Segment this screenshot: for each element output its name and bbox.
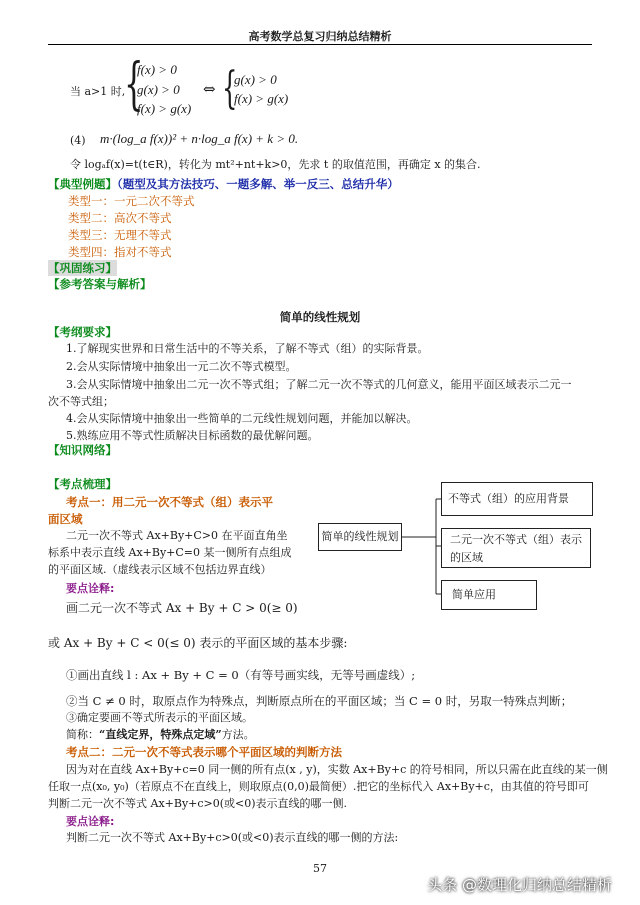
kp1-step-1: ①画出直线 l : Ax + By + C = 0（有等号画实线，无等号画虚线）; — [66, 668, 416, 682]
kp1-draw-text: 画二元一次不等式 Ax + By + C > 0(≥ 0) — [66, 601, 298, 615]
cond-2: g(x) > 0 — [137, 82, 180, 97]
examples-heading-note: （题型及其方法技巧、一题多解、举一反三、总结升华） — [117, 177, 399, 191]
kp1-short-value: “直线定界，特殊点定域” — [99, 728, 222, 741]
answers-heading: 【参考答案与解析】 — [48, 277, 152, 291]
requirement-5: 5.熟练应用不等式性质解决目标函数的最优解问题。 — [66, 429, 319, 442]
kp2-title: 考点二：二元一次不等式表示哪个平面区域的判断方法 — [66, 745, 342, 759]
case-prefix: 当 a>1 时, — [70, 85, 126, 98]
kp1-key-heading: 要点诠释: — [66, 582, 115, 595]
kp2-key-heading: 要点诠释: — [66, 815, 115, 828]
item4-label: (4) — [70, 134, 86, 147]
example-type-4: 类型四：指对不等式 — [68, 245, 172, 259]
result-1: g(x) > 0 — [234, 72, 277, 87]
example-type-2: 类型二：高次不等式 — [68, 211, 172, 225]
item4-formula: m·(log_a f(x))² + n·log_a f(x) + k > 0. — [100, 131, 299, 146]
kp2-last: 判断二元一次不等式 Ax+By+c>0(或<0)表示直线的哪一侧的方法: — [66, 831, 399, 844]
kp2-body-1: 因为对在直线 Ax+By+c=0 同一侧的所有点(x , y)，实数 Ax+By+c 的符号相同，所以只需在此直线的某一侧 — [66, 763, 608, 776]
section-title: 简单的线性规划 — [279, 310, 361, 324]
example-type-1: 类型一：一元二次不等式 — [68, 194, 195, 208]
cond-3: f(x) > g(x) — [137, 101, 192, 116]
kp1-step-3: ③确定要画不等式所表示的平面区域。 — [66, 711, 253, 724]
kp1-short-tail: 方法。 — [221, 728, 255, 741]
kp2-body-2: 任取一点(x₀, y₀)（若原点不在直线上，则取原点(0,0)最简便）.把它的坐标代入 Ax+By+c，由其值的符号即可 — [48, 780, 589, 793]
kp1-title-2: 面区域 — [48, 512, 83, 526]
cond-1: f(x) > 0 — [137, 62, 177, 77]
points-heading: 【考点梳理】 — [48, 477, 117, 491]
diagram-node-region: 二元一次不等式（组）表示的区域 — [441, 528, 591, 568]
requirements-heading: 【考纲要求】 — [48, 325, 117, 339]
kp1-step-2: ②当 C ≠ 0 时，取原点作为特殊点，判断原点所在的平面区域；当 C = 0 时，另取一特殊点判断； — [66, 694, 573, 708]
examples-heading — [48, 176, 399, 192]
diagram-node-background: 不等式（组）的应用背景 — [441, 482, 593, 516]
practice-heading: 【巩固练习】 — [48, 261, 117, 275]
requirement-2: 2.会从实际情境中抽象出一元二次不等式模型。 — [66, 360, 297, 373]
result-2: f(x) > g(x) — [234, 91, 289, 106]
examples-heading-label: 【典型例题】 — [48, 177, 117, 191]
example-type-3: 类型三：无理不等式 — [68, 228, 172, 242]
requirement-1: 1.了解现实世界和日常生活中的不等关系，了解不等式（组）的实际背景。 — [66, 342, 429, 355]
kp1-body-1: 二元一次不等式 Ax+By+C>0 在平面直角坐 — [66, 529, 288, 542]
kp1-short — [66, 727, 255, 743]
watermark: 头条 @数理化归纳总结精析 — [427, 876, 612, 894]
left-brace: { — [124, 52, 144, 117]
network-heading: 【知识网络】 — [48, 443, 117, 457]
page-number: 57 — [313, 862, 327, 875]
kp1-title-1: 考点一：用二元一次不等式（组）表示平 — [66, 495, 273, 509]
kp1-short-label: 简称： — [66, 728, 99, 741]
kp2-body-3: 判断二元一次不等式 Ax+By+c>0(或<0)表示直线的哪一侧. — [48, 797, 348, 810]
kp1-body-3: 的平面区域.（虚线表示区域不包括边界直线） — [48, 563, 272, 576]
diagram-center-node: 简单的线性规划 — [318, 523, 402, 551]
right-brace: { — [222, 63, 238, 114]
item4-note: 令 logₐf(x)=t(t∈R)，转化为 mt²+nt+k>0，先求 t 的取值范围，再确定 x 的集合. — [70, 158, 481, 171]
requirement-3: 3.会从实际情境中抽象出二元一次不等式组；了解二元一次不等式的几何意义，能用平面区域表示二元一 — [66, 378, 572, 391]
requirement-4: 4.会从实际情境中抽象出一些简单的二元线性规划问题，并能加以解决。 — [66, 412, 418, 425]
page-header: 高考数学总复习归纳总结精析 — [248, 30, 392, 43]
kp1-or-text: 或 Ax + By + C < 0(≤ 0) 表示的平面区域的基本步骤: — [48, 636, 348, 650]
requirement-3-cont: 次不等式组； — [48, 395, 114, 408]
kp1-body-2: 标系中表示直线 Ax+By+C=0 某一侧所有点组成 — [48, 546, 292, 559]
diagram-node-application: 简单应用 — [441, 580, 537, 610]
header-rule — [48, 44, 592, 45]
equiv-arrow: ⇔ — [203, 80, 216, 98]
